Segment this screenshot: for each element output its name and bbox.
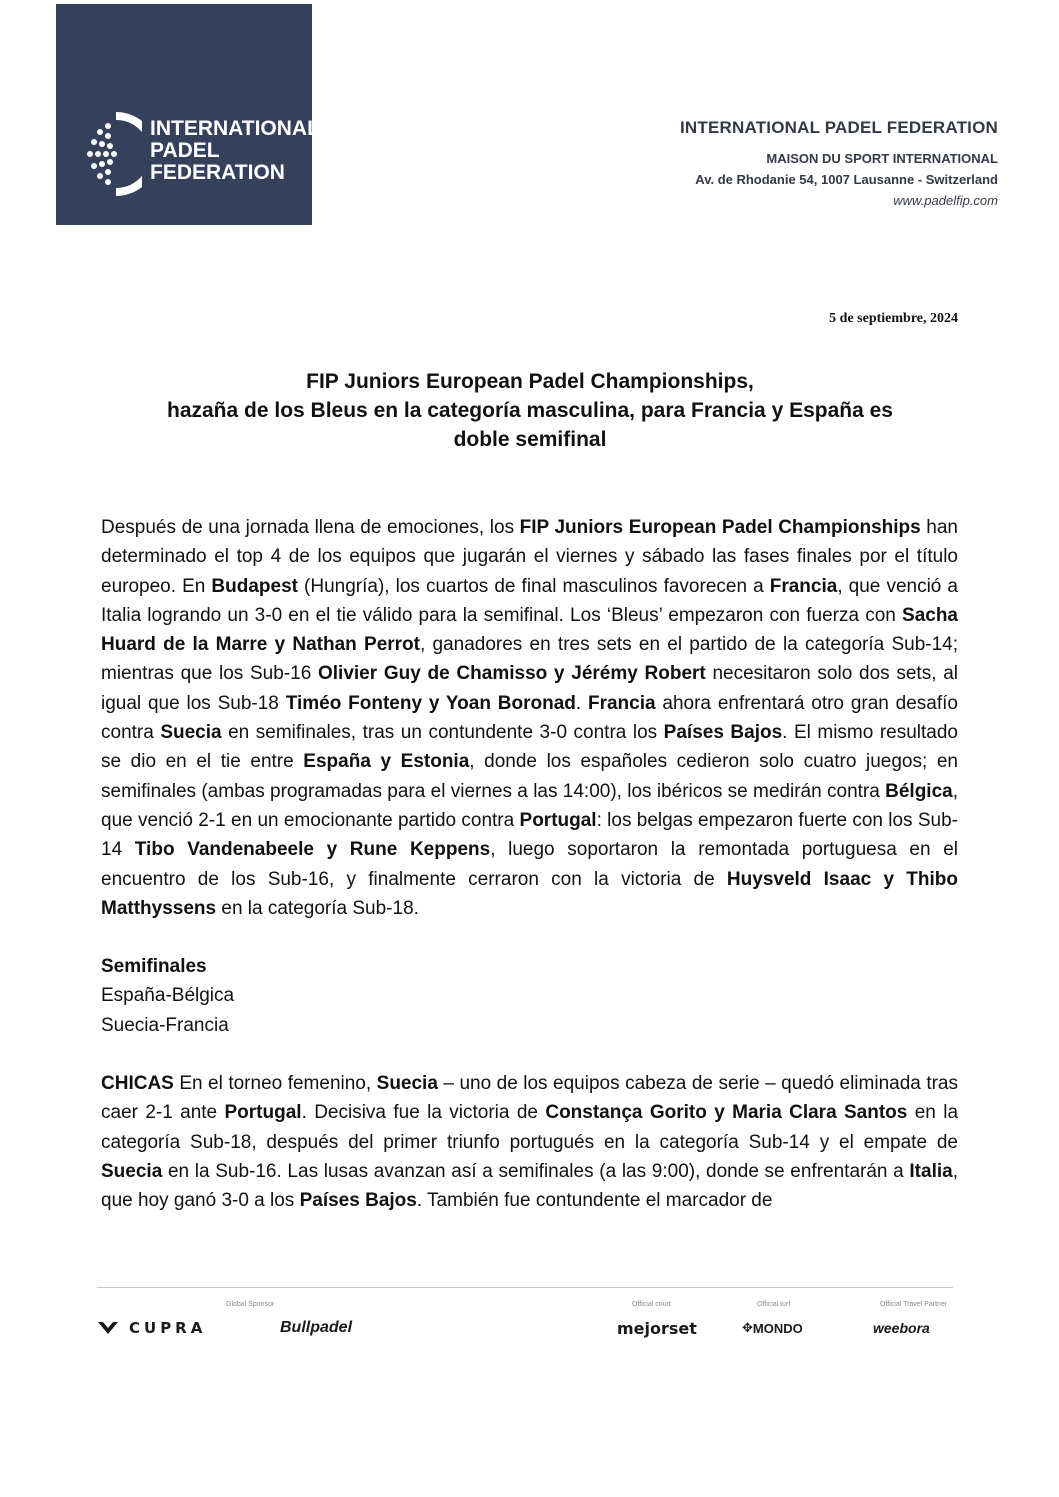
text-run: En el torneo femenino, [173,1073,377,1095]
text-run: Después de una jornada llena de emociones, los [101,517,520,538]
logo-line: PADEL [150,139,220,162]
paragraph-women [101,1069,958,1215]
title-line: doble semifinal [453,428,607,451]
bold-run: Tibo Vandenabeele y Rune Keppens [134,839,491,861]
bold-run: Timéo Fonteny y Yoan Boronad [285,692,576,714]
document-title [100,367,960,454]
semifinal-match: España-Bélgica [101,985,235,1007]
text-run: en la categoría Sub-18, después del primer triunfo portugués en la categoría Sub-14 y el empate de [101,1102,959,1153]
text-run: . Decisiva fue la victoria de [301,1102,546,1124]
title-line: FIP Juniors European Padel Championships, [306,370,754,393]
document-date: 5 de septiembre, 2024 [829,311,958,326]
bold-run: CHICAS [101,1073,174,1095]
text-run: – uno de los equipos cabeza de serie – quedó eliminada tras caer 2-1 ante [101,1073,958,1124]
sponsor-cupra-logo [97,1316,206,1340]
org-header [680,118,998,211]
org-address-2: Av. de Rhodanie 54, 1007 Lausanne - Switzerland [695,172,998,187]
org-name: INTERNATIONAL PADEL FEDERATION [680,118,998,137]
bold-run: Italia [909,1160,953,1182]
text-run: . [575,692,588,714]
sponsor-cupra-text: CUPRA [129,1319,207,1337]
sponsor-mejorset-logo [617,1316,697,1340]
logo-line: INTERNATIONAL [150,117,320,140]
bold-run: Suecia [160,722,222,744]
bold-run: Huysveld Isaac y Thibo Matthyssens [101,868,958,919]
bold-run: Budapest [211,575,298,597]
bold-run: Países Bajos [663,722,783,744]
bold-run: Francia [587,692,656,714]
bold-run: Olivier Guy de Chamisso y Jérémy Robert [318,663,706,685]
text-run: necesitaron solo dos sets, al igual que los Sub-18 [101,663,958,714]
bold-run: Sacha Huard de la Marre y Nathan Perrot [101,604,958,656]
semifinals-block [101,952,958,1040]
org-website-link[interactable]: www.padelfip.com [893,193,998,208]
logo-wordmark [150,118,320,184]
sponsor-bullpadel-logo [280,1316,352,1340]
text-run: , que hoy ganó 3-0 a los [101,1160,958,1212]
caption-official-travel: Official Travel Partner [880,1301,948,1308]
sponsor-mondo-text: MONDO [752,1320,803,1336]
bold-run: Francia [769,575,838,597]
sponsor-mejorset-text: mejorset [617,1318,697,1338]
sponsor-weebora-text: weebora [873,1320,930,1336]
bold-run: Constança Gorito y Maria Clara Santos [545,1102,908,1124]
semifinals-heading: Semifinales [101,956,207,978]
bold-run: Portugal [519,809,597,831]
title-line: hazaña de los Bleus en la categoría masculina, para Francia y España es [167,399,893,422]
text-run: , donde los españoles cedieron solo cuatro juegos; en semifinales (ambas programadas para el viernes a las 14:00), los ibéricos se medirán contra [101,751,958,802]
text-run: , que venció 2-1 en un emocionante partido contra [101,780,958,831]
org-address-1: MAISON DU SPORT INTERNATIONAL [766,151,998,166]
text-run: , que venció a Italia logrando un 3-0 en el tie válido para la semifinal. Los ‘Bleus’ empezaron con fuerza con [101,575,958,626]
caption-official-turf: Official turf [757,1301,791,1308]
bold-run: Bélgica [885,780,953,802]
paragraph-men [101,513,958,923]
text-run: . El mismo resultado se dio en el tie entre [101,722,958,773]
logo-block [56,4,320,225]
text-run: en la categoría Sub-18. [216,897,419,919]
bold-run: Portugal [224,1102,302,1124]
text-run: , luego soportaron la remontada portuguesa en el encuentro de los Sub-16, y finalmente cerraron con la victoria de [101,839,958,890]
bold-run: Suecia [101,1160,163,1182]
sponsor-mondo-logo [742,1316,803,1340]
footer-divider [97,1287,953,1288]
text-run: (Hungría), los cuartos de final masculinos favorecen a [297,575,770,597]
article-body [101,513,958,1216]
text-run: han determinado el top 4 de los equipos que jugarán el viernes y sábado las fases finales por el título europeo. En [101,517,958,597]
sponsor-weebora-logo [873,1316,930,1340]
text-run: ahora enfrentará otro gran desafío contra [101,692,959,744]
mondo-icon: ✥ [742,1320,753,1335]
text-run: en la Sub-16. Las lusas avanzan así a semifinales (a las 9:00), donde se enfrentarán a [162,1160,910,1182]
cupra-icon [97,1320,119,1336]
semifinal-match: Suecia-Francia [101,1014,229,1036]
dotted-ball-icon [86,112,142,196]
text-run: . También fue contundente el marcador de [416,1190,773,1212]
logo-line: FEDERATION [150,161,285,184]
caption-global-sponsor: Global Sponsor [226,1301,275,1308]
bold-run: España y Estonia [303,751,470,773]
bold-run: Suecia [376,1073,438,1095]
caption-official-court: Official court [632,1301,671,1308]
sponsor-bullpadel-text: Bullpadel [280,1319,353,1336]
bold-run: FIP Juniors European Padel Championships [519,517,921,538]
bold-run: Países Bajos [299,1190,417,1212]
text-run: en semifinales, tras un contundente 3-0 contra los [221,722,664,744]
text-run: , ganadores en tres sets en el partido de la categoría Sub-14; mientras que los Sub-16 [101,634,959,685]
text-run: : los belgas empezaron fuerte con los Sub-14 [101,809,958,861]
